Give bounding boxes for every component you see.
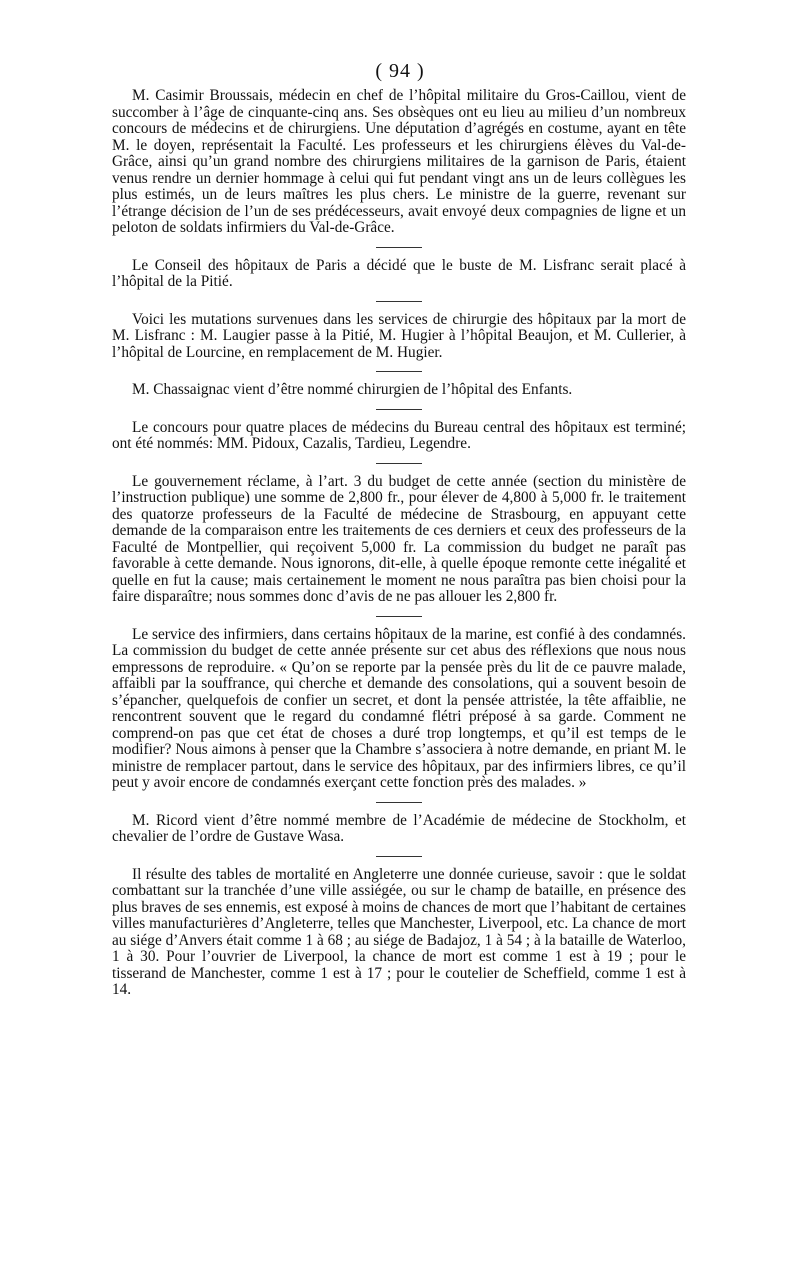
separator-rule: [376, 463, 422, 464]
page-number: ( 94 ): [375, 60, 425, 82]
paragraph-ricord: M. Ricord vient d’être nommé membre de l’Académie de médecine de Stockholm, et chevalier de l’ordre de Gustave Wasa.: [112, 811, 686, 845]
paragraph-navy-nurses: Le service des infirmiers, dans certains hôpitaux de la marine, est confié à des condamnés. La commission du budget de cette année présente sur cet abus des réflexions que nous nous empressons de reproduire. « Qu’on se reporte par la pensée près du lit de ce pauvre malade, affaibli par la souffrance, qui cherche et demande des consolations, qui a souvent besoin de s’épancher, quelquefois de confier un secret, et dont la pensée attristée, la tête affaiblie, ne rencontrent souvent que le regard du condamné flétri préposé à sa garde. Comment ne comprend-on pas que cet état de choses a duré trop longtemps, et qu’il est temps de le modifier? Nous aimons à penser que la Chambre s’associera à notre demande, en priant M. le ministre de remplacer partout, dans le service des hôpitaux, par des infirmiers libres, ce qu’il peut y avoir encore de condamnés exerçant cette fonction près des malades. »: [112, 625, 686, 791]
paragraph-bureau-central-concours: Le concours pour quatre places de médecins du Bureau central des hôpitaux est terminé; ont été nommés: MM. Pidoux, Cazalis, Tardieu, Legendre.: [112, 418, 686, 452]
paragraph-surgery-mutations: Voici les mutations survenues dans les services de chirurgie des hôpitaux par la mort de M. Lisfranc : M. Laugier passe à la Pitié, M. Hugier à l’hôpital Beaujon, et M. Cullerier, à l’hôpital de Lourcine, en remplacement de M. Hugier.: [112, 310, 686, 361]
page-body: [112, 88, 686, 999]
separator-rule: [376, 802, 422, 803]
separator-rule: [376, 616, 422, 617]
separator-rule: [376, 301, 422, 302]
paragraph-lisfranc-bust: Le Conseil des hôpitaux de Paris a décidé que le buste de M. Lisfranc serait placé à l’hôpital de la Pitié.: [112, 256, 686, 290]
paragraph-strasbourg-budget: Le gouvernement réclame, à l’art. 3 du budget de cette année (section du ministère de l’instruction publique) une somme de 2,800 fr., pour élever de 4,800 à 5,000 fr. le traitement des quatorze professeurs de la Faculté de médecine de Strasbourg, en appuyant cette demande de la comparaison entre les traitements de ces derniers et ceux des professeurs de la Faculté de Montpellier, qui reçoivent 5,000 fr. La commission du budget ne paraît pas favorable à cette demande. Nous ignorons, dit-elle, à quelle époque remonte cette inégalité et quelle en fut la cause; mais certainement le moment ne nous paraîtra pas bien choisi pour la faire disparaître; nous sommes donc d’avis de ne pas allouer les 2,800 fr.: [112, 472, 686, 605]
separator-rule: [376, 856, 422, 857]
paragraph-chassaignac: M. Chassaignac vient d’être nommé chirurgien de l’hôpital des Enfants.: [132, 381, 573, 398]
paragraph-broussais-obituary: M. Casimir Broussais, médecin en chef de l’hôpital militaire du Gros-Caillou, vient de succomber à l’âge de cinquante-cinq ans. Ses obsèques ont eu lieu au milieu d’un nombreux concours de médecins et de chirurgiens. Une députation d’agrégés en costume, ayant en tête M. le doyen, représentait la Faculté. Les professeurs et les chirurgiens élèves du Val-de-Grâce, ainsi qu’un grand nombre des chirurgiens militaires de la garnison de Paris, étaient venus rendre un dernier hommage à celui qui fut pendant vingt ans un de leurs collègues les plus estimés, un de leurs maîtres les plus chers. Le ministre de la guerre, revenant sur l’étrange décision de l’un de ses prédécesseurs, avait envoyé deux compagnies de ligne et un peloton de soldats infirmiers du Val-de-Grâce.: [112, 87, 686, 236]
separator-rule: [376, 409, 422, 410]
paragraph-mortality-tables: Il résulte des tables de mortalité en Angleterre une donnée curieuse, savoir : que le soldat combattant sur la tranchée d’une ville assiégée, ou sur le champ de bataille, en présence des plus braves de ses ennemis, est exposé à moins de chances de mort que l’habitant de certaines villes manufacturières d’Angleterre, telles que Manchester, Liverpool, etc. La chance de mort au siége d’Anvers était comme 1 à 68 ; au siége de Badajoz, 1 à 54 ; à la bataille de Waterloo, 1 à 30. Pour l’ouvrier de Liverpool, la chance de mort est comme 1 est à 19 ; pour le tisserand de Manchester, comme 1 est à 17 ; pour le coutelier de Scheffield, comme 1 est à 14.: [112, 865, 686, 998]
separator-rule: [376, 247, 422, 248]
separator-rule: [376, 371, 422, 372]
